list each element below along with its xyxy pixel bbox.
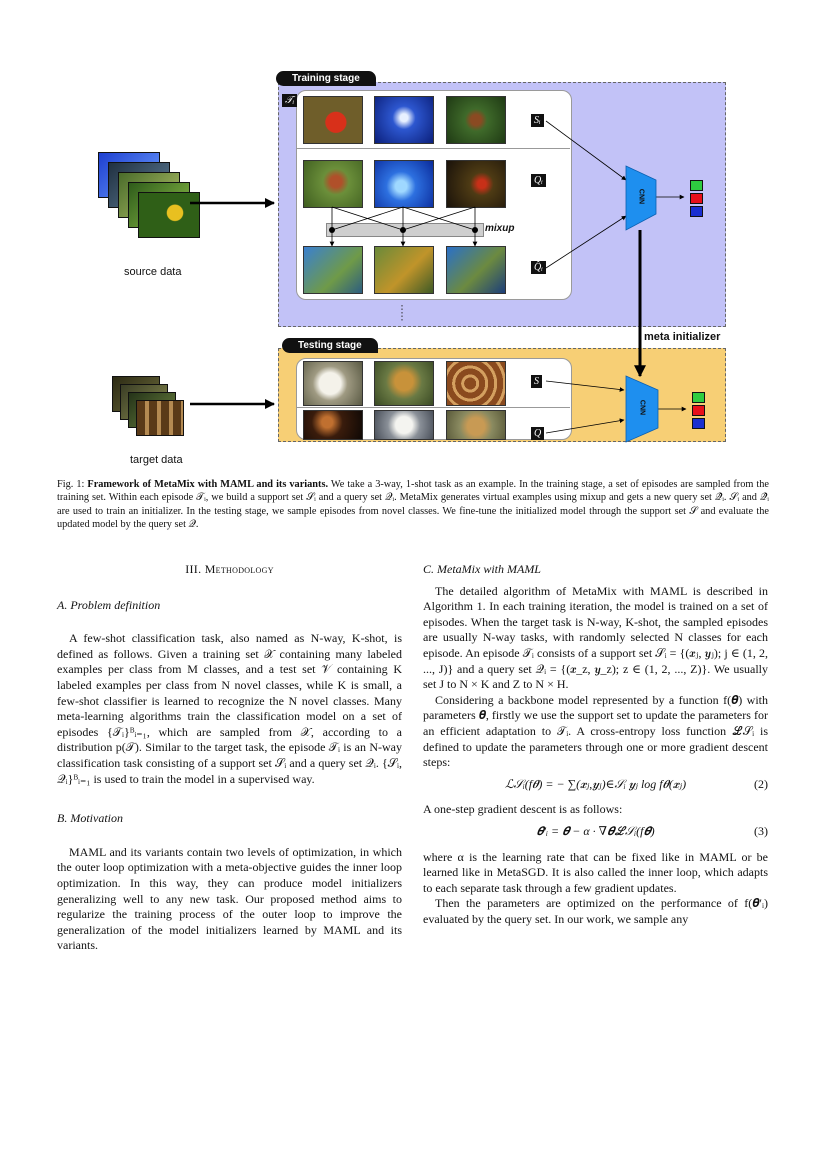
- equation-3-number: (3): [754, 823, 768, 838]
- query-set-label: Qᵢ: [531, 174, 546, 187]
- test-support-label: S: [531, 375, 542, 388]
- cnn-label-test: CNN: [638, 399, 646, 416]
- target-data-label: target data: [130, 454, 183, 466]
- framework-figure: [0, 0, 826, 470]
- equation-3: [423, 824, 768, 840]
- equation-2-number: (2): [754, 776, 768, 791]
- section-title: III. Methodology: [185, 562, 274, 576]
- right-column: [423, 562, 768, 927]
- figure-caption: [57, 478, 769, 532]
- source-data-label: source data: [124, 266, 182, 278]
- subsection-b-title: B. Motivation: [57, 811, 123, 826]
- training-stage-tag: Training stage: [276, 71, 376, 86]
- task-label: 𝒯ᵢ: [282, 94, 297, 107]
- paragraph-metamix-4: where α is the learning rate that can be fixed like in MAML or be learned like in MetaSGD. It is also called the inner loop, which adapts to each separate task through a few gradient updates.: [423, 849, 768, 895]
- paragraph-metamix-2: Considering a backbone model represented by a function f(𝜽) with parameters 𝜽, firstly we use the support set to update the parameters for an efficient adaptation to 𝒯ᵢ. A cross-entropy loss function ℒ𝒮ᵢ is defined to update the parameters through one or more gradient descent steps:: [423, 692, 768, 770]
- subsection-a-title: A. Problem definition: [57, 597, 161, 612]
- mixed-query-label: Q̂ᵢ: [531, 261, 546, 274]
- equation-2-body: ℒ𝒮ᵢ(f𝜽) = − ∑(𝒙ⱼ,𝒚ⱼ)∈𝒮ᵢ 𝒚ⱼ log f𝜽(𝒙ⱼ): [504, 776, 687, 791]
- equation-2: [423, 777, 768, 793]
- left-column: [57, 562, 402, 954]
- paragraph-metamix-5: Then the parameters are optimized on the performance of f(𝜽′ᵢ) evaluated by the query set. In our work, we sample any: [423, 896, 768, 926]
- paragraph-motivation: MAML and its variants contain two levels of optimization, in which the outer loop optimization with a meta-objective guides the inner loop optimization. In this way, they can produce model initializers generalizing well to any new task. Our proposed method aims to regularize the training process of the outer loop to improve the generalization of the model initializers learned by MAML and its variants.: [57, 844, 402, 953]
- cnn-label-train: CNN: [637, 188, 645, 205]
- support-set-label: Sᵢ: [531, 114, 544, 127]
- caption-label: Fig. 1:: [57, 479, 85, 490]
- equation-3-body: 𝜽′ᵢ = 𝜽 − α · ∇𝜽ℒ𝒮ᵢ(f𝜽): [536, 823, 655, 838]
- caption-bold: Framework of MetaMix with MAML and its variants.: [87, 479, 329, 490]
- mixup-label: mixup: [485, 223, 515, 234]
- test-query-label: Q: [531, 427, 544, 440]
- test-output-boxes: [692, 392, 705, 429]
- paragraph-metamix-1: The detailed algorithm of MetaMix with MAML is described in Algorithm 1. In each training iteration, the model is trained on a set of episodes. When the target task is N-way, K-shot, the sampled episodes are usually N-way tasks, with randomly selected N classes for each episode. An episode 𝒯ᵢ consists of a support set 𝒮ᵢ = {(𝒙ⱼ, 𝒚ⱼ); j ∈ (1, 2, ..., J)} and a query set 𝒬ᵢ = {(𝒙_z, 𝒚_z); z ∈ (1, 2, ..., Z)}. We usually set J to N × K and Z to N × H.: [423, 583, 768, 692]
- paragraph-problem-definition: A few-shot classification task, also named as N-way, K-shot, is defined as follows. Given a training set 𝒳 containing many labeled examples per class from M classes, and a test set 𝒱 containing K labeled examples per class from N novel classes, while K is small, a few-shot classifier is learned to recognize the N novel classes. Many meta-learning algorithms train the classification model on a set of episodes {𝒯ᵢ}ᴮᵢ₌₁, which are sampled from 𝒳, according to a distribution p(𝒯). Similar to the target task, the episode 𝒯ᵢ is an N-way classification task consisting of a support set 𝒮ᵢ and a query set 𝒬ᵢ. {𝒮ᵢ, 𝒬ᵢ}ᴮᵢ₌₁ is used to train the model in a supervised way.: [57, 631, 402, 786]
- paragraph-metamix-3: A one-step gradient descent is as follows:: [423, 802, 623, 817]
- meta-initializer-label: meta initializer: [644, 331, 721, 343]
- train-output-boxes: [690, 180, 703, 217]
- subsection-c-title: C. MetaMix with MAML: [423, 562, 541, 576]
- testing-stage-tag: Testing stage: [282, 338, 378, 353]
- caption-text: We take a 3-way, 1-shot task as an example. In the training stage, a set of episodes are sampled from the training set. Within each episode 𝒯ᵢ, we build a support set 𝒮ᵢ and a query set 𝒬ᵢ. MetaMix generates virtual examples using mixup and gets a new query set 𝒬̂ᵢ. 𝒮ᵢ and 𝒬̂ᵢ are used to train an initializer. In the testing stage, we sample episodes from novel classes. We fine-tune the initialized model through the support set 𝒮 and evaluate the updated model by the query set 𝒬.: [57, 479, 769, 531]
